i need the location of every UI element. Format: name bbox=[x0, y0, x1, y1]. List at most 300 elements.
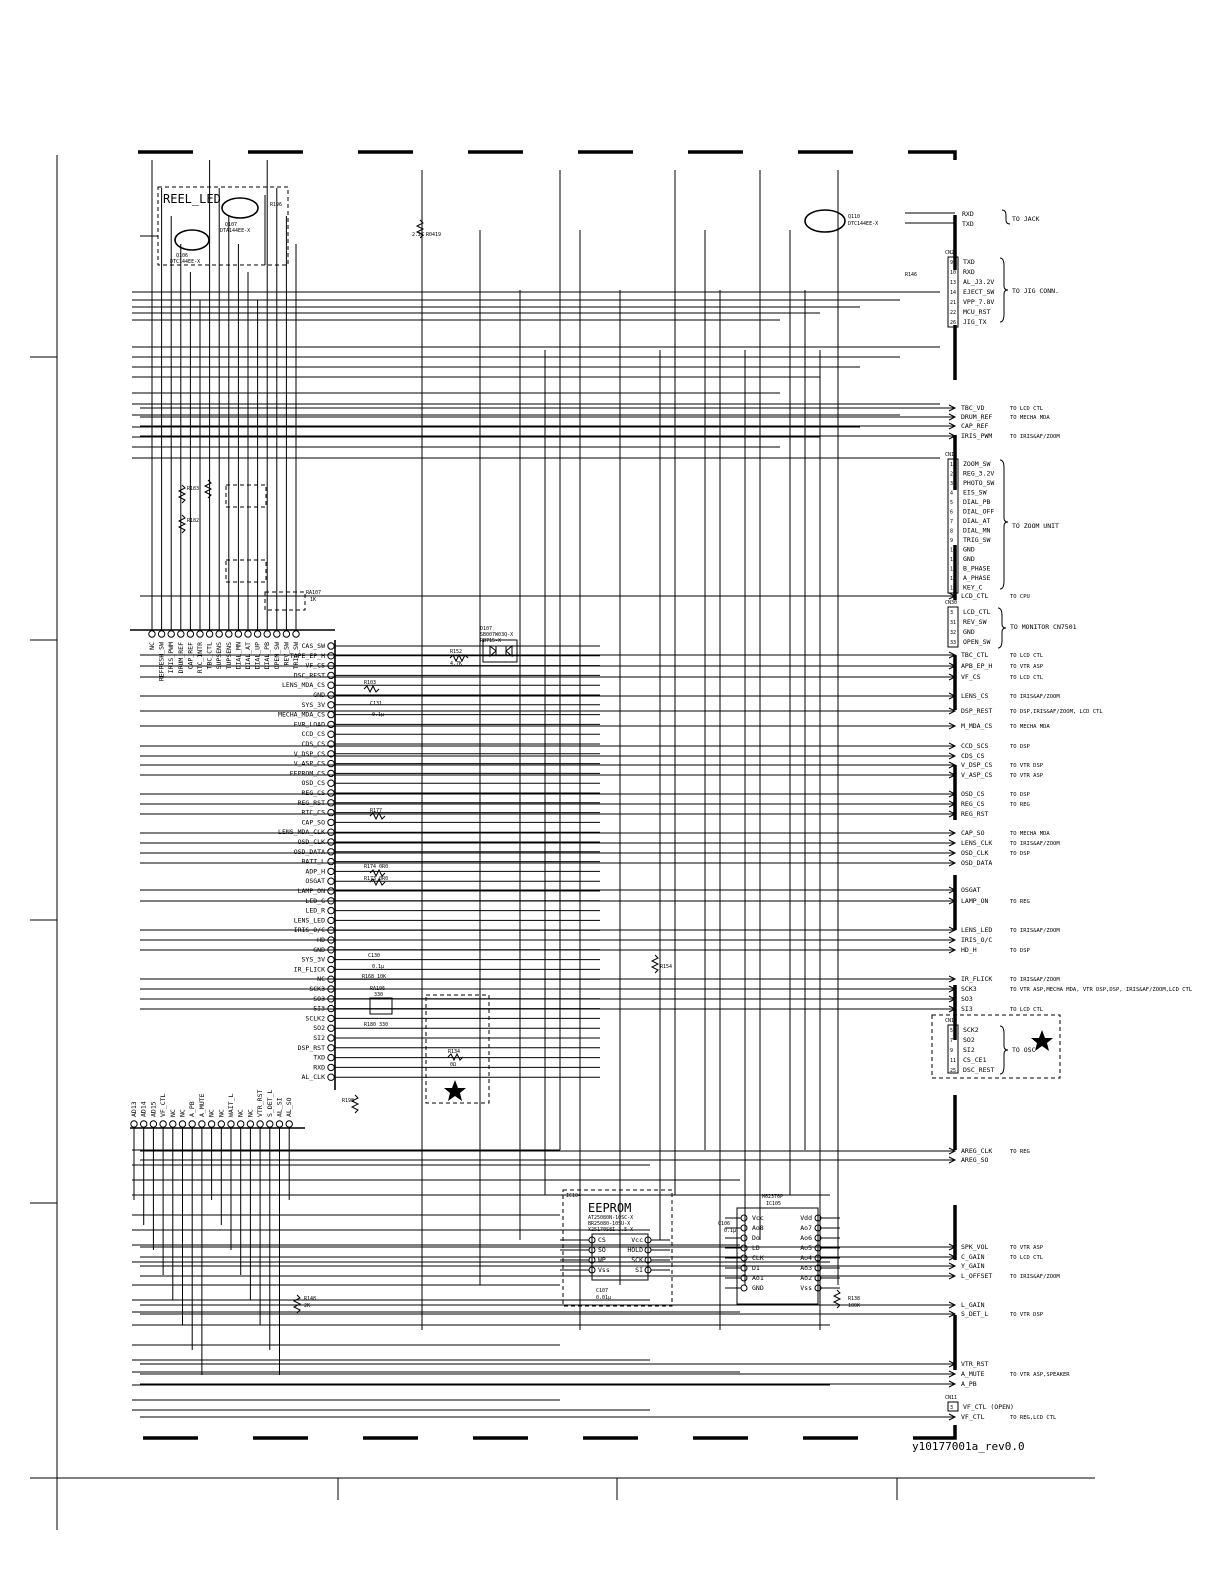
cpu-pin bbox=[328, 1054, 334, 1060]
ic105-pin-label: Ao8 bbox=[752, 1224, 764, 1232]
ic105-pin-label: Ao2 bbox=[800, 1274, 812, 1282]
cpu-pin bbox=[328, 917, 334, 923]
cpu-bottom-pins bbox=[130, 1090, 305, 1375]
cpu-pin-label: AD15 bbox=[149, 1101, 158, 1117]
cpu-pin bbox=[328, 819, 334, 825]
cn19-connector bbox=[932, 1015, 1060, 1078]
eeprom-pin-label: SI bbox=[635, 1266, 643, 1274]
ic105-pin-label: Ao6 bbox=[800, 1234, 812, 1242]
cn13-pin-signal: REG_3.2V bbox=[963, 469, 995, 478]
right-signal-name: V_DSP_CS bbox=[961, 761, 993, 769]
svg-text:RA106: RA106 bbox=[370, 986, 386, 992]
right-signal-dest: TO VTR ASP,SPEAKER bbox=[1010, 1372, 1070, 1378]
right-signal-name: A_PB bbox=[961, 1380, 977, 1388]
right-signal-dest: TO VTR ASP bbox=[1010, 1245, 1044, 1251]
cn13-pin-no: 4 bbox=[950, 490, 954, 497]
right-signal-name: OSD_DATA bbox=[961, 859, 993, 867]
ic-pin bbox=[741, 1245, 747, 1251]
cpu-pin bbox=[328, 829, 334, 835]
right-signal-name: VF_CTL bbox=[961, 1413, 985, 1421]
right-signal-name: REG_RST bbox=[961, 810, 989, 818]
revision-label: y10177001a_rev0.0 bbox=[912, 1440, 1025, 1453]
svg-text:M62376P: M62376P bbox=[762, 1194, 784, 1200]
svg-text:11: 11 bbox=[950, 1058, 957, 1064]
cpu-pin bbox=[264, 631, 270, 637]
eeprom-pin-label: SCK bbox=[631, 1256, 643, 1264]
svg-text:26: 26 bbox=[950, 320, 957, 326]
svg-text:LCD_CTL: LCD_CTL bbox=[963, 608, 991, 616]
svg-text:R183: R183 bbox=[187, 486, 200, 492]
cpu-pin bbox=[226, 631, 232, 637]
svg-text:TO OSC: TO OSC bbox=[1012, 1046, 1036, 1054]
cn13-connector bbox=[945, 452, 1059, 593]
right-signal-dest: TO DSP bbox=[1010, 948, 1030, 954]
cpu-pin-label: REG_RST bbox=[297, 798, 325, 807]
right-signal-dest: TO DSP bbox=[1010, 851, 1030, 857]
cn13-pin-no: 5 bbox=[950, 500, 954, 506]
cpu-side-parts bbox=[294, 220, 860, 1313]
cpu-pin-label: NC bbox=[148, 642, 156, 650]
ic105-pin-label: Vdd bbox=[800, 1214, 812, 1222]
cpu-pin-label: IRIS_O/C bbox=[293, 926, 325, 935]
cn13-pin-no: 2 bbox=[950, 471, 954, 478]
right-signal-name: M_MDA_CS bbox=[961, 722, 993, 730]
eeprom-pin-label: WP bbox=[598, 1256, 606, 1264]
svg-text:3: 3 bbox=[950, 610, 954, 616]
right-signal-dest: TO IRIS&AF/ZOOM bbox=[1010, 434, 1060, 440]
cn13-pin-signal: TRIG_SW bbox=[963, 536, 991, 544]
svg-text:DTC144EE-X: DTC144EE-X bbox=[848, 221, 879, 227]
cpu-pin-label: DSC_REST bbox=[293, 671, 325, 680]
cpu-pin bbox=[131, 1121, 137, 1127]
cpu-pin-label: REG_CS bbox=[301, 789, 325, 797]
right-signal-dest: TO IRIS&AF/ZOOM bbox=[1010, 1274, 1060, 1280]
jack-dest: TO JACK bbox=[1012, 215, 1040, 223]
right-signal-dest: TO LCD CTL bbox=[1010, 675, 1044, 681]
cpu-pin bbox=[218, 1121, 224, 1127]
cn11-connector bbox=[945, 1395, 1014, 1411]
svg-text:32: 32 bbox=[950, 630, 957, 636]
right-signal-dest: TO IRIS&AF/ZOOM bbox=[1010, 694, 1060, 700]
cpu-pin bbox=[328, 1035, 334, 1041]
svg-text:SO2: SO2 bbox=[963, 1036, 975, 1044]
cpu-pin bbox=[235, 631, 241, 637]
right-signal-dest: TO VTR ASP,MECHA MDA, VTR DSP,DSP, IRIS&AF/ZOOM,LCD CTL bbox=[1010, 987, 1193, 993]
cpu-pin bbox=[228, 1121, 234, 1127]
cn13-pin-signal: KEY_C bbox=[963, 583, 983, 592]
ic105-block bbox=[718, 1194, 840, 1304]
svg-text:9: 9 bbox=[950, 260, 954, 266]
eeprom-pin-label: HOLD bbox=[627, 1246, 643, 1254]
svg-text:EJECT_SW: EJECT_SW bbox=[963, 288, 995, 296]
svg-text:1K: 1K bbox=[310, 597, 317, 603]
cpu-pin-label: TAPE_EP_H bbox=[289, 651, 325, 660]
cpu-pin-label: AL_SO bbox=[285, 1097, 294, 1117]
right-signal-dest: TO MECHA MDA bbox=[1010, 415, 1050, 421]
svg-text:DSC_REST: DSC_REST bbox=[963, 1066, 995, 1074]
right-signal-name: C_GAIN bbox=[961, 1253, 985, 1261]
eeprom-block bbox=[560, 1190, 672, 1306]
cn13-pin-no: 10 bbox=[950, 547, 957, 554]
eeprom-pin-label: Vss bbox=[598, 1266, 610, 1274]
q110-transistor bbox=[805, 210, 878, 232]
cpu-pin-label: V_ASP_CS bbox=[293, 759, 325, 768]
cn13-pin-signal: GND bbox=[963, 555, 975, 563]
cpu-pin bbox=[328, 760, 334, 766]
svg-text:OPEN_SW: OPEN_SW bbox=[963, 638, 991, 646]
cpu-pin bbox=[328, 966, 334, 972]
cpu-pin-label: IR_FLICK bbox=[293, 965, 325, 974]
cpu-pin bbox=[197, 631, 203, 637]
svg-text:IC104: IC104 bbox=[566, 1193, 582, 1199]
svg-text:100K: 100K bbox=[848, 1303, 861, 1309]
right-signal-name: CDS_CS bbox=[961, 752, 985, 760]
reel-led-block bbox=[140, 187, 288, 265]
cpu-pin bbox=[276, 1121, 282, 1127]
right-signal-name: SO3 bbox=[961, 995, 973, 1003]
svg-text:GND: GND bbox=[963, 628, 975, 636]
right-signal-dest: TO REG,LCD CTL bbox=[1010, 1415, 1057, 1421]
cpu-pin-label: TXD bbox=[313, 1053, 325, 1062]
cpu-pin-label: NC bbox=[236, 1109, 245, 1117]
right-signal-name: VTR_RST bbox=[961, 1360, 989, 1368]
cpu-pin bbox=[149, 631, 155, 637]
right-signal-name: IRIS_PWM bbox=[961, 432, 993, 440]
right-signal-dest: TO REG bbox=[1010, 802, 1030, 808]
right-signal-name: OSGAT bbox=[961, 886, 981, 894]
cn13-pin-signal: ZOOM_SW bbox=[963, 460, 991, 468]
svg-text:R148: R148 bbox=[304, 1296, 317, 1302]
cpu-pin bbox=[189, 1121, 195, 1127]
right-signal-name: OSD_CLK bbox=[961, 849, 989, 857]
cpu-pin-label: CAP_SO bbox=[301, 818, 325, 827]
svg-text:13: 13 bbox=[950, 280, 957, 286]
cpu-pin bbox=[158, 631, 164, 637]
svg-text:TO MONITOR CN7501: TO MONITOR CN7501 bbox=[1010, 623, 1077, 631]
svg-text:0.01μ: 0.01μ bbox=[596, 1295, 612, 1301]
cpu-pin bbox=[168, 631, 174, 637]
cpu-pin-label: CAP_REF bbox=[186, 642, 195, 670]
right-signal-dest: TO VTR ASP bbox=[1010, 773, 1044, 779]
svg-text:CN11: CN11 bbox=[945, 1395, 958, 1401]
ic-pin bbox=[741, 1285, 747, 1291]
right-signal-name: DSP_REST bbox=[961, 707, 993, 715]
cpu-pin bbox=[328, 672, 334, 678]
right-signal-name: AREG_CLK bbox=[961, 1147, 993, 1155]
right-signal-name: CAP_SO bbox=[961, 829, 985, 837]
right-signal-name: IRIS_O/C bbox=[961, 936, 993, 944]
cpu-pin-label: MECHA_MDA_CS bbox=[278, 710, 325, 719]
cpu-pin bbox=[328, 868, 334, 874]
cpu-pin-label: A_PB bbox=[188, 1101, 197, 1117]
right-signal-name: V_ASP_CS bbox=[961, 771, 993, 779]
eeprom-pin-label: Vcc bbox=[631, 1236, 643, 1244]
cpu-pin-label: LENS_LED bbox=[293, 916, 325, 925]
svg-text:CN30: CN30 bbox=[945, 600, 958, 606]
right-signal-dest: TO IRIS&AF/ZOOM bbox=[1010, 928, 1060, 934]
svg-text:CS_CE1: CS_CE1 bbox=[963, 1056, 987, 1064]
right-signal-name: AREG_SO bbox=[961, 1156, 989, 1164]
right-signal-name: VF_CS bbox=[961, 673, 981, 681]
cpu-pin-label: HD bbox=[317, 936, 325, 944]
cpu-pin bbox=[328, 809, 334, 815]
svg-text:R134: R134 bbox=[448, 1049, 461, 1055]
right-signal-name: REG_CS bbox=[961, 800, 985, 808]
cn13-pin-signal: B_PHASE bbox=[963, 564, 991, 573]
cpu-pin bbox=[328, 643, 334, 649]
cpu-pin-label: VF_CTL bbox=[159, 1093, 168, 1117]
cn13-pin-signal: DIAL_OFF bbox=[963, 507, 995, 516]
svg-text:C131: C131 bbox=[370, 701, 383, 707]
right-signal-name: OSD_CS bbox=[961, 790, 985, 798]
cpu-pin bbox=[160, 1121, 166, 1127]
right-signal-name: IR_FLICK bbox=[961, 975, 993, 983]
svg-text:TO JIG CONN.: TO JIG CONN. bbox=[1012, 287, 1059, 295]
cn13-pin-no: 8 bbox=[950, 528, 954, 535]
cpu-left-pins bbox=[278, 640, 600, 1090]
cpu-pin bbox=[141, 1121, 147, 1127]
cpu-pin-label: SYS_3V bbox=[301, 955, 325, 964]
svg-text:25: 25 bbox=[950, 1068, 957, 1074]
cpu-pin bbox=[328, 711, 334, 717]
right-signal-name: LENS_LED bbox=[961, 926, 993, 934]
cn13-pin-no: 9 bbox=[950, 538, 954, 544]
right-signal-dest: TO VTR DSP bbox=[1010, 1312, 1044, 1318]
cpu-pin bbox=[328, 849, 334, 855]
cpu-pin bbox=[328, 721, 334, 727]
cpu-pin-label: NC bbox=[207, 1109, 216, 1117]
cn13-pin-signal: DIAL_PB bbox=[963, 498, 991, 506]
cpu-pin-label: SYS_3V bbox=[301, 700, 325, 709]
cpu-pin-label: VF_CS bbox=[305, 661, 325, 670]
cpu-pin bbox=[328, 692, 334, 698]
cpu-pin bbox=[328, 858, 334, 864]
cn13-pin-no: 13 bbox=[950, 576, 957, 582]
cpu-pin bbox=[328, 790, 334, 796]
svg-text:0.1μ: 0.1μ bbox=[724, 1228, 737, 1234]
cn13-pin-no: 3 bbox=[950, 481, 954, 487]
cpu-pin bbox=[179, 1121, 185, 1127]
svg-text:33: 33 bbox=[950, 640, 957, 646]
svg-text:4.7K: 4.7K bbox=[450, 661, 463, 667]
svg-text:3: 3 bbox=[950, 1405, 954, 1411]
svg-text:R138: R138 bbox=[848, 1296, 861, 1302]
cpu-pin-label: EEPROM_CS bbox=[289, 769, 325, 778]
cpu-pin bbox=[328, 907, 334, 913]
cn13-pin-signal: DIAL_AT bbox=[963, 517, 991, 525]
cpu-pin-label: S_DET_L bbox=[265, 1089, 274, 1117]
svg-text:VPP_7.8V: VPP_7.8V bbox=[963, 298, 995, 306]
right-signal-name: SCK3 bbox=[961, 985, 977, 993]
star-icon bbox=[444, 1080, 466, 1101]
svg-text:X25170S8I-2.5-X: X25170S8I-2.5-X bbox=[588, 1227, 634, 1233]
cpu-pin-label: SCLK2 bbox=[305, 1014, 325, 1023]
jack-connector bbox=[905, 210, 1039, 228]
ic105-pin-label: Ao5 bbox=[800, 1244, 812, 1252]
cpu-pin-label: TUPSENS bbox=[224, 642, 233, 670]
svg-text:C130: C130 bbox=[368, 953, 381, 959]
cn13-pin-no: 11 bbox=[950, 557, 957, 563]
cpu-pin-label: TBC_CTL bbox=[205, 642, 214, 670]
cpu-pin bbox=[245, 631, 251, 637]
cpu-pin bbox=[328, 1064, 334, 1070]
cpu-pin-label: AL_SI bbox=[275, 1097, 284, 1117]
svg-text:R146: R146 bbox=[905, 272, 918, 278]
right-signal-name: SI3 bbox=[961, 1005, 973, 1013]
cn13-pin-no: 7 bbox=[950, 519, 954, 525]
svg-text:C107: C107 bbox=[596, 1288, 609, 1294]
cn30-connector bbox=[945, 600, 1077, 648]
ic105-pin-label: Vss bbox=[800, 1284, 812, 1292]
cpu-pin bbox=[283, 631, 289, 637]
cpu-pin-label: LENS_MDA_CLK bbox=[278, 828, 325, 837]
cpu-pin-label: SI3 bbox=[313, 1004, 325, 1013]
ic-pin bbox=[741, 1255, 747, 1261]
right-signal-name: APB_EP_H bbox=[961, 662, 993, 670]
right-signal-dest: TO MECHA MDA bbox=[1010, 724, 1050, 730]
svg-text:Q110: Q110 bbox=[848, 214, 861, 220]
cpu-pin bbox=[178, 631, 184, 637]
svg-text:14: 14 bbox=[950, 290, 957, 296]
cpu-pin bbox=[328, 839, 334, 845]
cpu-pin bbox=[274, 631, 280, 637]
svg-text:CN13: CN13 bbox=[945, 452, 958, 458]
cpu-pin-label: A_MUTE bbox=[197, 1093, 206, 1117]
svg-text:SI2: SI2 bbox=[963, 1046, 975, 1054]
ic105-pin-label: Ao7 bbox=[800, 1224, 812, 1232]
right-signal-name: LAMP_ON bbox=[961, 897, 989, 905]
right-signal-dest: TO CPU bbox=[1010, 594, 1030, 600]
cpu-pin bbox=[238, 1121, 244, 1127]
cpu-pin-label: SUPSENS bbox=[215, 642, 224, 670]
svg-text:0.1μ: 0.1μ bbox=[372, 964, 385, 970]
right-signal-name: LENS_CLK bbox=[961, 839, 993, 847]
cpu-pin bbox=[328, 702, 334, 708]
ic105-pin-label: Ao1 bbox=[752, 1274, 764, 1282]
right-signal-name: LENS_CS bbox=[961, 692, 989, 700]
cpu-pin-label: ADP_H bbox=[305, 867, 325, 876]
right-signal-dest: TO LCD CTL bbox=[1010, 1007, 1044, 1013]
cpu-pin-label: RXD bbox=[313, 1063, 325, 1072]
jack-txd: TXD bbox=[962, 220, 974, 228]
svg-text:RB715-X: RB715-X bbox=[480, 638, 502, 644]
cpu-pin-label: SO2 bbox=[313, 1024, 325, 1033]
ic105-pin-label: Do bbox=[752, 1234, 760, 1242]
eeprom-pin-label: SO bbox=[598, 1246, 606, 1254]
svg-text:Q106: Q106 bbox=[176, 253, 189, 259]
svg-text:CN19: CN19 bbox=[945, 1018, 958, 1024]
cpu-pin bbox=[170, 1121, 176, 1127]
svg-text:R174 0R0: R174 0R0 bbox=[364, 864, 389, 870]
cpu-pin-label: IRIS_PWM bbox=[167, 642, 176, 674]
cpu-pin bbox=[328, 1074, 334, 1080]
cpu-top-pins bbox=[130, 160, 335, 681]
cpu-pin-label: LENS_MDA_CS bbox=[281, 681, 325, 690]
cn13-pin-signal: GND bbox=[963, 545, 975, 554]
svg-text:R196: R196 bbox=[270, 202, 283, 208]
cpu-pin-label: REV_SW bbox=[282, 642, 291, 666]
cpu-pin-label: SI2 bbox=[313, 1034, 325, 1042]
svg-text:21: 21 bbox=[950, 300, 957, 306]
svg-text:R182: R182 bbox=[187, 518, 200, 524]
cpu-pin bbox=[208, 1121, 214, 1127]
svg-text:BR25080-10SU-X: BR25080-10SU-X bbox=[588, 1221, 631, 1227]
ic-pin bbox=[741, 1225, 747, 1231]
cpu-pin bbox=[293, 631, 299, 637]
cpu-pin bbox=[247, 1121, 253, 1127]
cpu-pin bbox=[150, 1121, 156, 1127]
ic105-pin-label: GND bbox=[752, 1284, 764, 1292]
svg-text:330: 330 bbox=[374, 992, 384, 998]
cpu-pin-label: GND bbox=[313, 691, 325, 699]
right-signal-dest: TO DSP bbox=[1010, 744, 1030, 750]
svg-text:R0419: R0419 bbox=[426, 232, 442, 238]
right-signal-dest: TO DSP bbox=[1010, 792, 1030, 798]
cpu-pin bbox=[328, 1045, 334, 1051]
cpu-pin bbox=[328, 878, 334, 884]
svg-text:R154: R154 bbox=[660, 964, 673, 970]
cpu-pin-label: VTR_RST bbox=[256, 1089, 265, 1117]
cpu-pin-label: LED_G bbox=[305, 896, 325, 905]
cpu-pin-label: OSD_DATA bbox=[293, 847, 325, 856]
cn13-pin-signal: DIAL_MN bbox=[963, 526, 991, 535]
svg-text:R198: R198 bbox=[342, 1098, 355, 1104]
cpu-pin-label: AL_CLK bbox=[301, 1073, 325, 1082]
ic105-pin-label: Ao3 bbox=[800, 1264, 812, 1272]
right-signal-name: CAP_REF bbox=[961, 422, 989, 430]
eeprom-pin-label: CS bbox=[598, 1236, 606, 1244]
cpu-pin-label: DIAL_MN bbox=[234, 642, 243, 670]
right-signal-dest: TO MECHA MDA bbox=[1010, 831, 1050, 837]
right-signal-dest: TO LCD CTL bbox=[1010, 406, 1044, 412]
cn13-pin-signal: EIS_SW bbox=[963, 488, 987, 497]
cpu-pin-label: NC bbox=[168, 1109, 177, 1117]
svg-text:10: 10 bbox=[950, 270, 957, 276]
cpu-pin-label: OSD_CLK bbox=[297, 838, 325, 846]
svg-text:R177: R177 bbox=[370, 808, 383, 814]
cpu-pin bbox=[328, 653, 334, 659]
cpu-pin bbox=[328, 888, 334, 894]
cpu-pin-label: NC bbox=[178, 1109, 187, 1117]
reel-led-title: REEL_LED bbox=[163, 192, 221, 206]
svg-text:AT25080N-10SC-X: AT25080N-10SC-X bbox=[588, 1215, 634, 1221]
ic105-pin-label: D1 bbox=[752, 1264, 760, 1272]
svg-text:SB007W03Q-X: SB007W03Q-X bbox=[480, 632, 514, 638]
cn13-pin-no: 6 bbox=[950, 509, 954, 516]
right-signal-name: A_MUTE bbox=[961, 1370, 985, 1378]
right-signal-name: Y_GAIN bbox=[961, 1262, 985, 1270]
cpu-pin-label: TRIG_SW bbox=[292, 642, 300, 670]
ic105-pin-label: Vcc bbox=[752, 1214, 764, 1222]
cpu-pin-label: DIAL_UP bbox=[253, 642, 262, 670]
svg-text:R180 330: R180 330 bbox=[364, 1022, 389, 1028]
cpu-pin bbox=[267, 1121, 273, 1127]
cpu-pin-label: NC bbox=[217, 1109, 226, 1117]
cpu-pin-label: BATT_L bbox=[301, 857, 325, 866]
svg-text:R152: R152 bbox=[450, 649, 463, 655]
cpu-pin-label: CCD_CS bbox=[301, 730, 325, 739]
svg-text:CN25: CN25 bbox=[945, 250, 958, 256]
svg-text:0.1μ: 0.1μ bbox=[372, 712, 385, 718]
cpu-pin-label: DIAL_AT bbox=[244, 642, 252, 670]
cpu-pin bbox=[328, 1025, 334, 1031]
cpu-pin-label: CAS_SW bbox=[301, 642, 325, 650]
jack-rxd: RXD bbox=[962, 210, 974, 218]
cn25-connector bbox=[905, 250, 1059, 327]
right-signal-dest: TO LCD CTL bbox=[1010, 1255, 1044, 1261]
svg-text:C106: C106 bbox=[718, 1221, 731, 1227]
svg-text:IC105: IC105 bbox=[766, 1201, 782, 1207]
